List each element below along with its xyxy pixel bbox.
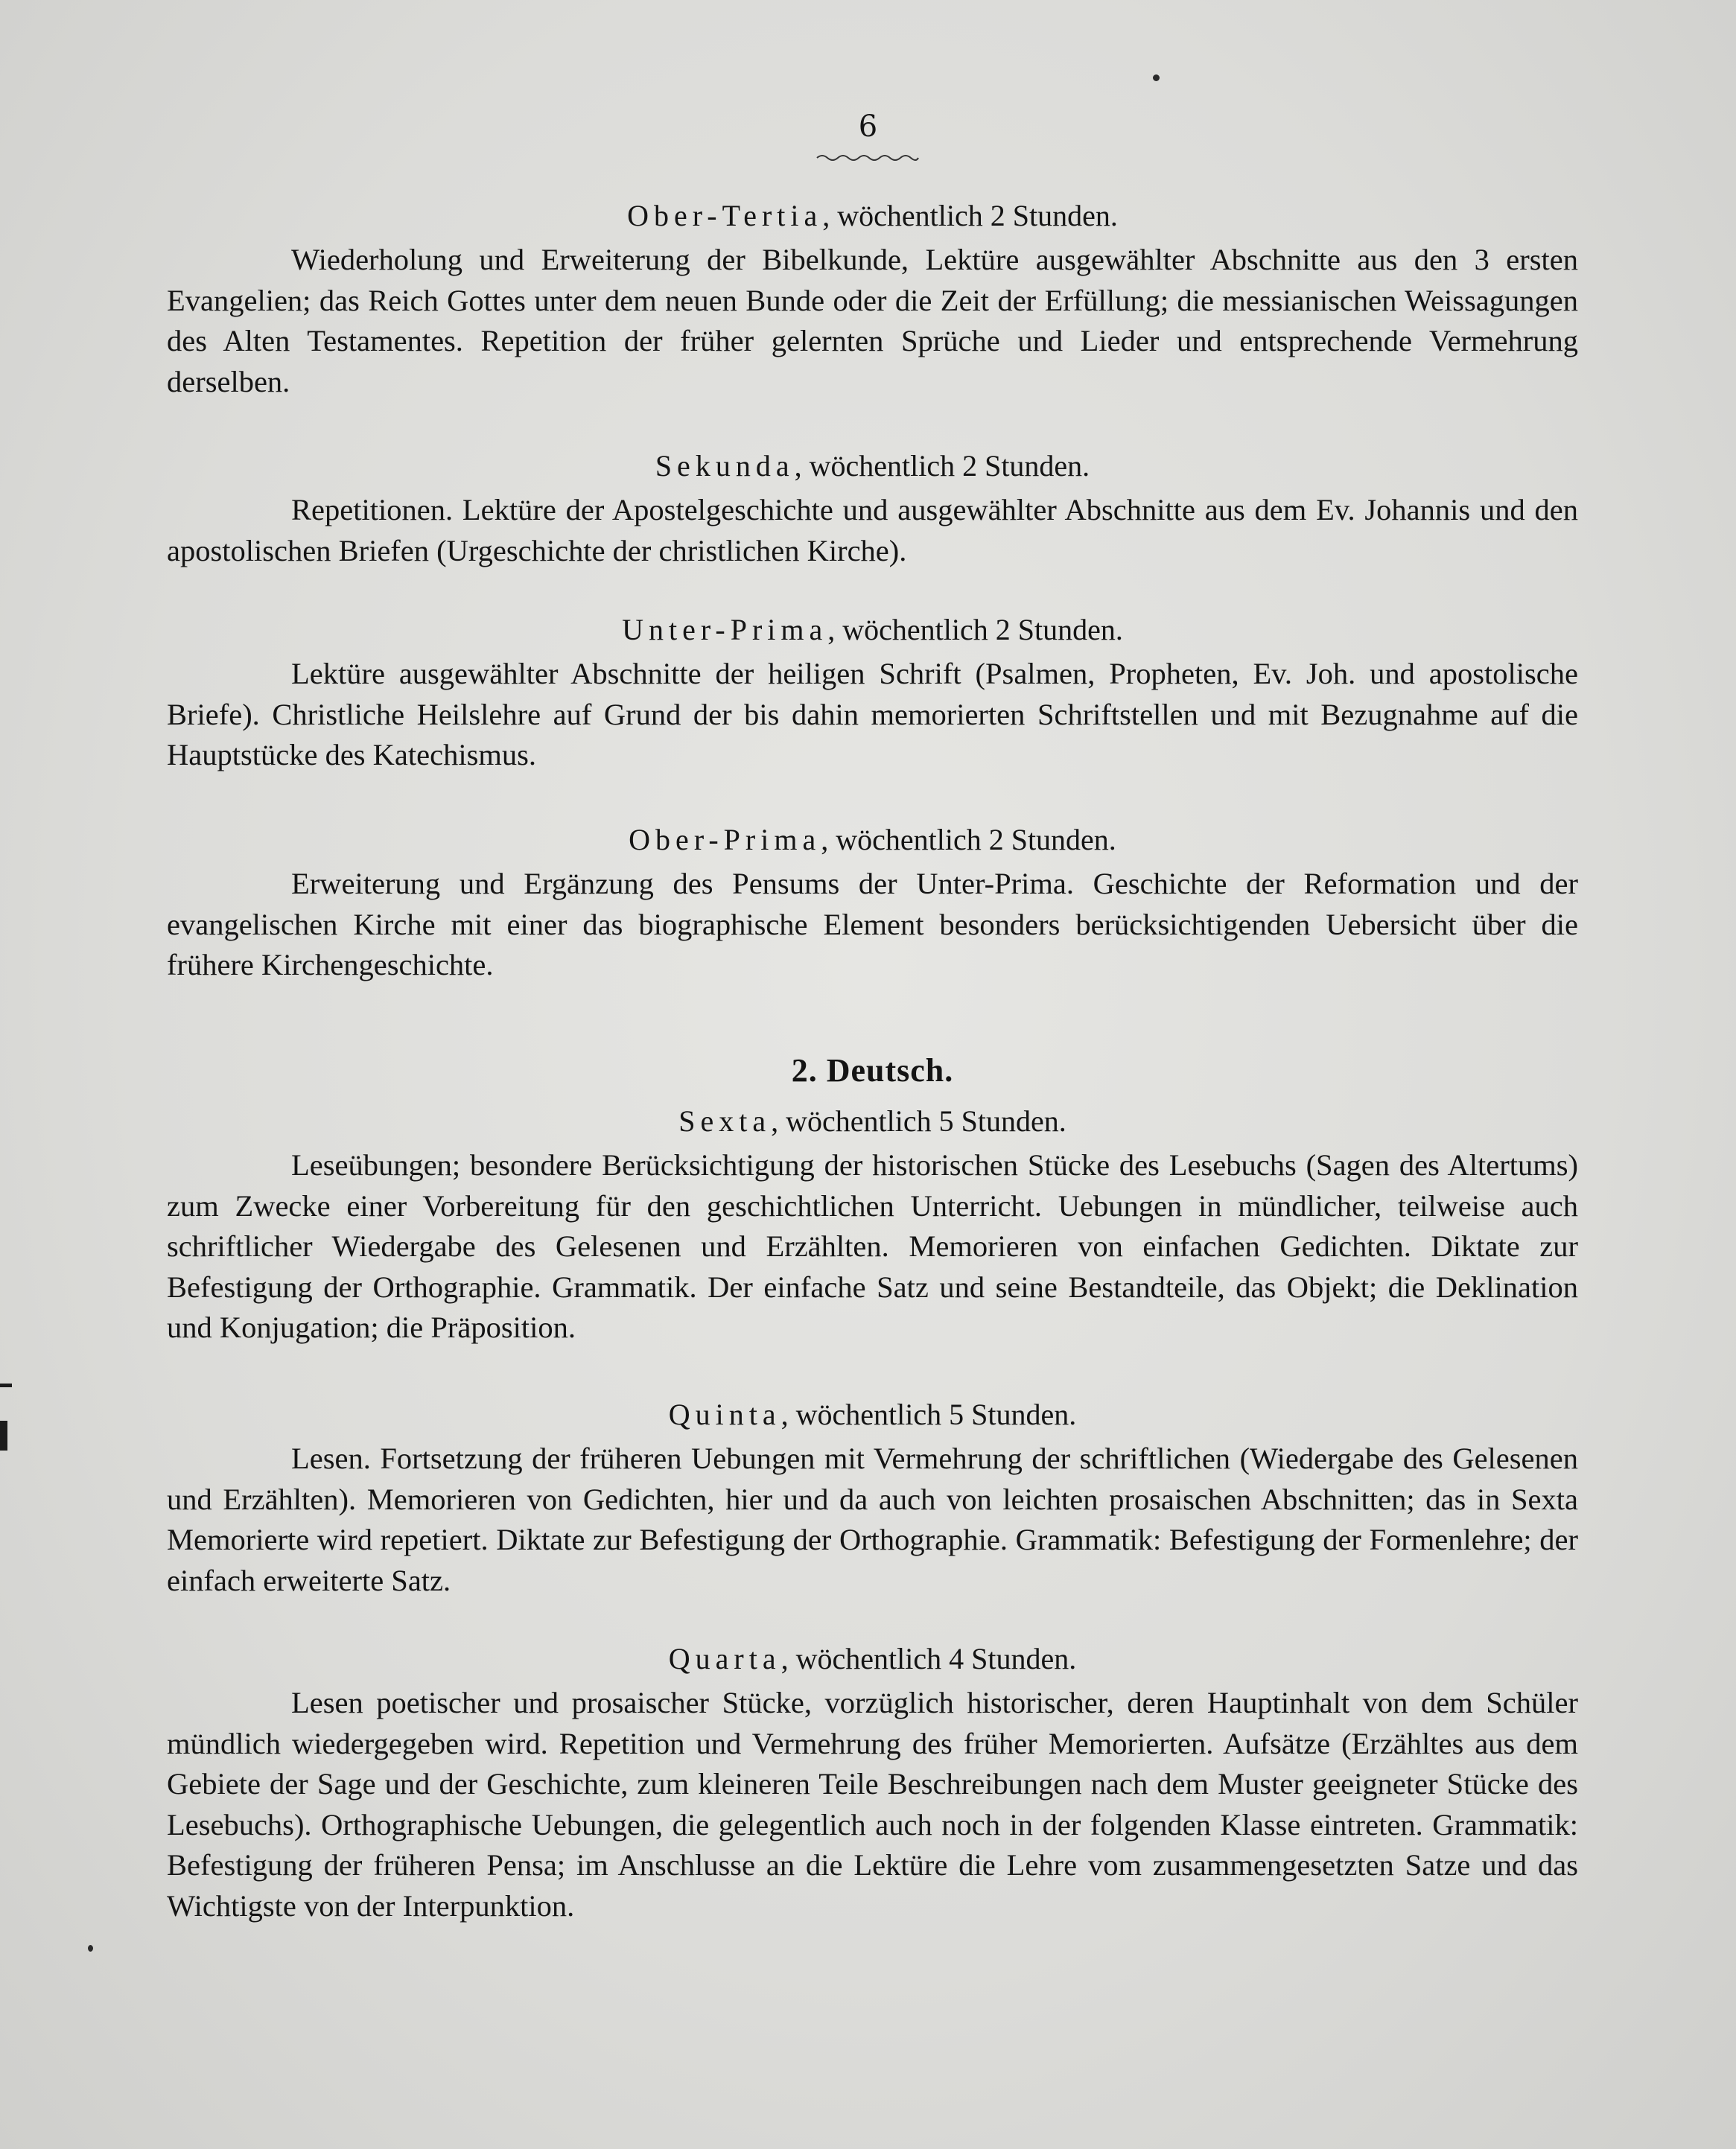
page-number: 6 xyxy=(858,109,878,144)
section-text: Lektüre ausgewählter Abschnitte der heiligen Schrift (Psalmen, Propheten, Ev. Joh. und apostolische Briefe). Christliche Heilslehre auf Grund der bis dahin memorierten Schriftstellen und mit Bezugnahme auf die Hauptstücke des Katechismus. xyxy=(167,657,1578,771)
section-text: Wiederholung und Erweiterung der Bibelkunde, Lektüre ausgewählter Abschnitte aus den 3 ersten Evangelien; das Reich Gottes unter dem neuen Bunde oder die Zeit der Erfüllung; die messianischen Weissagungen des Alten Testamentes. Repetition der früher gelernten Sprüche und Lieder und entsprechende Vermehrung derselben. xyxy=(167,243,1578,398)
schedule: , wöchentlich 2 Stunden. xyxy=(821,823,1116,856)
ink-speck xyxy=(1153,74,1160,81)
section-text: Erweiterung und Ergänzung des Pensums der Unter-Prima. Geschichte der Reformation und der evangelischen Kirche mit einer das biographische Element besonders berücksichtigenden Uebersicht über die frühere Kirchengeschichte. xyxy=(167,867,1578,981)
deutsch-quarta xyxy=(167,1638,1578,1955)
schedule: , wöchentlich 4 Stunden. xyxy=(780,1642,1077,1675)
section-heading xyxy=(167,1638,1578,1680)
section-text: Leseübungen; besondere Berücksichtigung der historischen Stücke des Lesebuchs (Sagen des Altertums) zum Zwecke einer Vorbereitung für den geschichtlichen Unterricht. Uebungen in mündlicher, teilweise auch schriftlicher Wiedergabe des Gelesenen und Erzählten. Memorieren von einfachen Gedichten. Diktate zur Befestigung der Orthographie. Grammatik. Der einfache Satz und seine Bestandteile, das Objekt; die Deklination und Konjugation; die Präposition. xyxy=(167,1148,1578,1344)
class-name: Quinta xyxy=(668,1398,781,1431)
section-heading xyxy=(167,609,1578,651)
class-name: Quarta xyxy=(668,1642,781,1675)
class-name: Unter-Prima xyxy=(622,613,828,646)
schedule: , wöchentlich 2 Stunden. xyxy=(827,613,1123,646)
section-heading xyxy=(167,819,1578,861)
schedule: , wöchentlich 5 Stunden. xyxy=(780,1398,1077,1431)
subject-title: 2. Deutsch. xyxy=(791,1052,954,1089)
schedule: , wöchentlich 2 Stunden. xyxy=(794,449,1090,483)
schedule: , wöchentlich 2 Stunden. xyxy=(822,199,1118,232)
section-text: Repetitionen. Lektüre der Apostelgeschichte und ausgewählter Abschnitte aus dem Ev. Johannis und den apostolischen Briefen (Urgeschichte der christlichen Kirche). xyxy=(167,493,1578,567)
edge-mark xyxy=(0,1384,12,1387)
page-number-ornament xyxy=(815,153,920,163)
section-heading xyxy=(167,445,1578,487)
section-text: Lesen poetischer und prosaischer Stücke, vorzüglich historischer, deren Hauptinhalt von dem Schüler mündlich wiedergegeben wird. Repetition und Vermehrung des früher Memorierten. Aufsätze (Erzähltes aus dem Gebiete der Sage und der Geschichte, zum kleineren Teile Beschreibungen nach dem Muster geeigneter Stücke des Lesebuchs). Orthographische Uebungen, die gelegentlich auch noch in der folgenden Klasse eintreten. Grammatik: Befestigung der früheren Pensa; im Anschlusse an die Lektüre die Lehre vom zusammengesetzten Satze und das Wichtigste von der Interpunktion. xyxy=(167,1686,1578,1923)
class-name: Ober-Tertia xyxy=(627,199,823,232)
religion-ober-prima xyxy=(167,819,1578,1014)
deutsch-quinta xyxy=(167,1394,1578,1629)
religion-unter-prima xyxy=(167,609,1578,804)
section-heading xyxy=(167,1101,1578,1142)
class-name: Sekunda xyxy=(655,449,795,483)
deutsch-sexta xyxy=(167,1101,1578,1377)
class-name: Sexta xyxy=(678,1104,772,1138)
section-heading xyxy=(167,1394,1578,1436)
edge-mark xyxy=(0,1421,7,1451)
section-heading xyxy=(167,195,1578,237)
class-name: Ober-Prima xyxy=(629,823,821,856)
religion-ober-tertia xyxy=(167,195,1578,430)
subject-title-block xyxy=(167,1051,1578,1090)
section-text: Lesen. Fortsetzung der früheren Uebungen mit Vermehrung der schriftlichen (Wiedergabe des Gelesenen und Erzählten). Memorieren von Gedichten, hier und da auch von leichten prosaischen Abschnitten; das in Sexta Memorierte wird repetiert. Diktate zur Befestigung der Orthographie. Grammatik: Befestigung der Formenlehre; der einfach erweiterte Satz. xyxy=(167,1442,1578,1597)
religion-sekunda xyxy=(167,445,1578,599)
schedule: , wöchentlich 5 Stunden. xyxy=(771,1104,1066,1138)
ink-speck xyxy=(88,1945,93,1952)
